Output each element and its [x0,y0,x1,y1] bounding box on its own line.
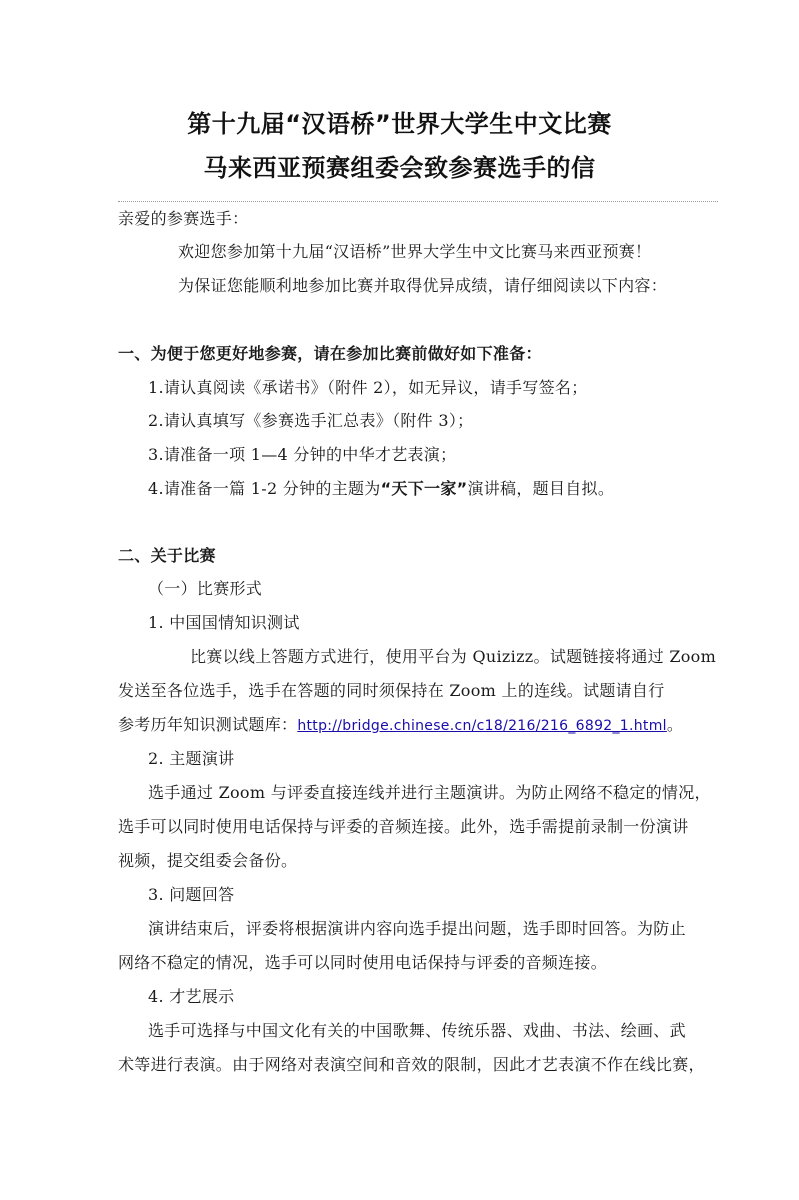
document-title-line1: 第十九届“汉语桥”世界大学生中文比赛 [187,110,612,138]
title-divider [118,201,718,202]
section1-heading: 一、为便于您更好地参赛，请在参加比赛前做好如下准备： [118,344,542,363]
s4-paragraph-line1: 选手可选择与中国文化有关的中国歌舞、传统乐器、戏曲、书法、绘画、武 [148,1021,686,1040]
s1-paragraph-line3-before: 参考历年知识测试题库： [118,715,298,734]
question-bank-link[interactable]: http://bridge.chinese.cn/c18/216/216_6892_1.html [297,718,667,734]
s4-paragraph-line2: 术等进行表演。由于网络对表演空间和音效的限制，因此才艺表演不作在线比赛， [118,1055,705,1074]
s2-heading: 2. 主题演讲 [148,749,235,768]
document-title-line2: 马来西亚预赛组委会致参赛选手的信 [203,154,596,182]
greeting: 亲爱的参赛选手： [118,209,249,228]
section2-sub1: （一）比赛形式 [148,579,263,598]
section1-item-4 [148,478,614,500]
s4-heading: 4. 才艺展示 [148,987,235,1006]
s2-paragraph-line1: 选手通过 Zoom 与评委直接连线并进行主题演讲。为防止网络不稳定的情况， [148,783,711,802]
s3-paragraph-line2: 网络不稳定的情况，选手可以同时使用电话保持与评委的音频连接。 [118,953,608,972]
s1-paragraph-line3-after: 。 [666,715,684,734]
s2-paragraph-line2: 选手可以同时使用电话保持与评委的音频连接。此外，选手需提前录制一份演讲 [118,817,689,836]
section1-item-2: 2.请认真填写《参赛选手汇总表》（附件 3）； [148,411,474,430]
section1-item-4-theme: “天下一家” [380,479,468,498]
intro-paragraph-2: 为保证您能顺利地参加比赛并取得优异成绩，请仔细阅读以下内容： [178,276,668,295]
s2-paragraph-line3: 视频，提交组委会备份。 [118,851,298,870]
section2-heading: 二、关于比赛 [118,546,216,565]
section1-item-4-after: 演讲稿，题目自拟。 [467,479,615,498]
s3-heading: 3. 问题回答 [148,885,235,904]
s3-paragraph-line1: 演讲结束后，评委将根据演讲内容向选手提出问题，选手即时回答。为防止 [148,919,686,938]
section1-item-1: 1.请认真阅读《承诺书》（附件 2），如无异议，请手写签名； [148,378,588,397]
intro-paragraph-1: 欢迎您参加第十九届“汉语桥”世界大学生中文比赛马来西亚预赛！ [178,242,652,261]
section1-item-4-before: 4.请准备一篇 1-2 分钟的主题为 [148,479,381,498]
s1-paragraph-line1: 比赛以线上答题方式进行，使用平台为 Quizizz。试题链接将通过 Zoom [190,647,717,666]
s1-heading: 1. 中国国情知识测试 [148,613,300,632]
s1-paragraph-line2: 发送至各位选手，选手在答题的同时须保持在 Zoom 上的连线。试题请自行 [118,681,665,700]
section1-item-3: 3.请准备一项 1—4 分钟的中华才艺表演； [148,445,457,464]
s1-paragraph-line3 [118,714,683,737]
